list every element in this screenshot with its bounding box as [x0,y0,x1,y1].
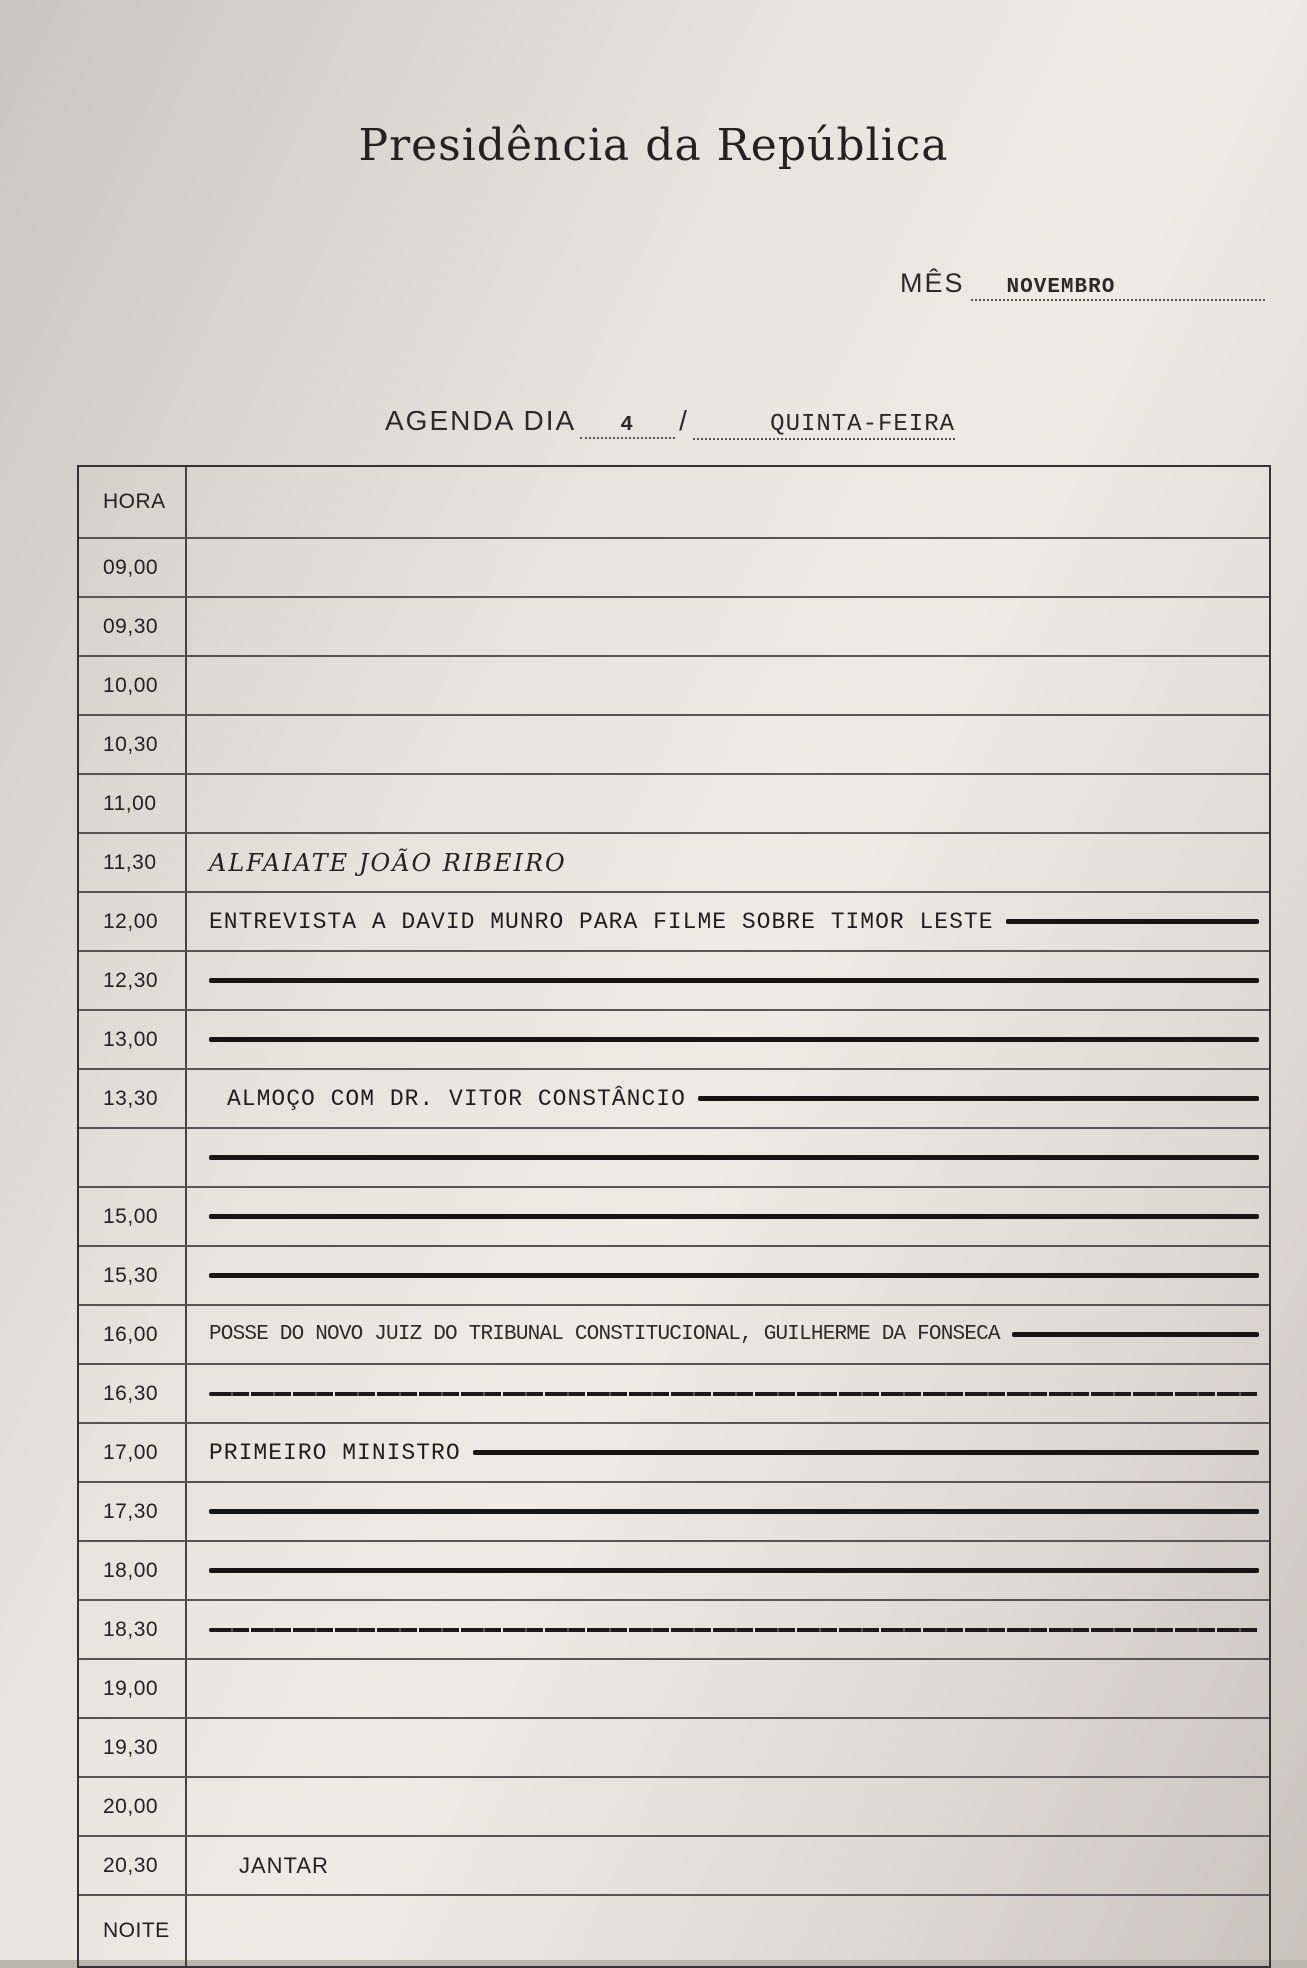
entry-cell [187,1660,1269,1717]
entry-cell [187,598,1269,655]
table-row [79,1540,1269,1599]
table-row [79,1599,1269,1658]
hour-cell: 19,00 [79,1660,187,1717]
table-row [79,891,1269,950]
continuation-line [209,1392,1259,1396]
entry-cell [187,1188,1269,1245]
continuation-line [209,1273,1259,1278]
table-row [79,1304,1269,1363]
hour-cell: 10,30 [79,716,187,773]
hour-cell: 16,00 [79,1306,187,1363]
hour-column-header: HORA [79,467,187,537]
hour-cell: 18,30 [79,1601,187,1658]
entry-cell [187,1483,1269,1540]
entry-cell [187,1778,1269,1835]
entry-cell [187,1424,1269,1481]
table-row [79,1717,1269,1776]
table-row [79,1894,1269,1966]
continuation-line [209,1628,1259,1632]
page-title: Presidência da República [358,120,949,171]
entry-cell [187,893,1269,950]
weekday-value: QUINTA-FEIRA [693,411,955,440]
hour-cell: 11,00 [79,775,187,832]
table-row [79,1422,1269,1481]
hour-cell [79,1129,187,1186]
hour-cell: 12,30 [79,952,187,1009]
hour-cell: 15,00 [79,1188,187,1245]
hour-cell: 12,00 [79,893,187,950]
table-row [79,1009,1269,1068]
entry-cell [187,1601,1269,1658]
entry-cell [187,1070,1269,1127]
month-label: MÊS [900,268,965,298]
entry-text: PRIMEIRO MINISTRO [209,1439,461,1466]
hour-cell: 11,30 [79,834,187,891]
hour-cell: 17,00 [79,1424,187,1481]
entry-cell [187,716,1269,773]
table-row [79,1835,1269,1894]
hour-cell: 20,30 [79,1837,187,1894]
handwritten-entry: ALFAIATE JOÃO RIBEIRO [209,848,567,877]
hour-cell: 13,30 [79,1070,187,1127]
schedule-table [77,465,1271,1968]
table-row [79,1127,1269,1186]
hour-cell: 17,30 [79,1483,187,1540]
table-row [79,714,1269,773]
month-field [900,268,1265,301]
entry-text: ALMOÇO COM DR. VITOR CONSTÂNCIO [227,1085,686,1112]
continuation-line [209,1214,1259,1219]
continuation-line [1006,919,1259,924]
entry-column-header [187,467,1269,537]
entry-cell [187,1542,1269,1599]
entry-text: JANTAR [239,1852,329,1878]
table-row [79,1658,1269,1717]
date-separator: / [679,405,689,436]
hour-cell: 09,30 [79,598,187,655]
continuation-line [1012,1332,1259,1337]
hour-cell: 10,00 [79,657,187,714]
continuation-line [473,1450,1259,1455]
entry-cell [187,657,1269,714]
hour-cell: 19,30 [79,1719,187,1776]
table-header-row [79,467,1269,537]
day-value: 4 [580,414,675,439]
entry-cell [187,834,1269,891]
table-row [79,1363,1269,1422]
entry-cell [187,539,1269,596]
entry-text: POSSE DO NOVO JUIZ DO TRIBUNAL CONSTITUCIONAL, GUILHERME DA FONSECA [209,1323,1000,1346]
hour-cell: 09,00 [79,539,187,596]
table-row [79,1776,1269,1835]
month-value: NOVEMBRO [971,276,1265,301]
entry-cell [187,1247,1269,1304]
entry-text: ENTREVISTA A DAVID MUNRO PARA FILME SOBRE TIMOR LESTE [209,908,994,935]
continuation-line [209,1037,1259,1042]
hour-cell: 20,00 [79,1778,187,1835]
table-row [79,832,1269,891]
continuation-line [698,1096,1259,1101]
table-row [79,1186,1269,1245]
entry-cell [187,775,1269,832]
continuation-line [209,978,1259,983]
table-row [79,773,1269,832]
agenda-date-field [385,405,955,440]
continuation-line [209,1568,1259,1573]
entry-cell [187,1306,1269,1363]
table-row [79,1481,1269,1540]
agenda-label: AGENDA DIA [385,405,577,436]
hour-cell: 16,30 [79,1365,187,1422]
hour-cell: 13,00 [79,1011,187,1068]
continuation-line [209,1155,1259,1160]
entry-cell [187,1365,1269,1422]
table-row [79,1068,1269,1127]
table-row [79,1245,1269,1304]
entry-cell [187,1129,1269,1186]
continuation-line [209,1509,1259,1514]
table-row [79,950,1269,1009]
table-row [79,655,1269,714]
hour-cell: 18,00 [79,1542,187,1599]
entry-cell [187,1011,1269,1068]
table-row [79,537,1269,596]
hour-cell: NOITE [79,1896,187,1966]
table-row [79,596,1269,655]
entry-cell [187,1896,1269,1966]
entry-cell [187,952,1269,1009]
hour-cell: 15,30 [79,1247,187,1304]
entry-cell [187,1719,1269,1776]
entry-cell [187,1837,1269,1894]
